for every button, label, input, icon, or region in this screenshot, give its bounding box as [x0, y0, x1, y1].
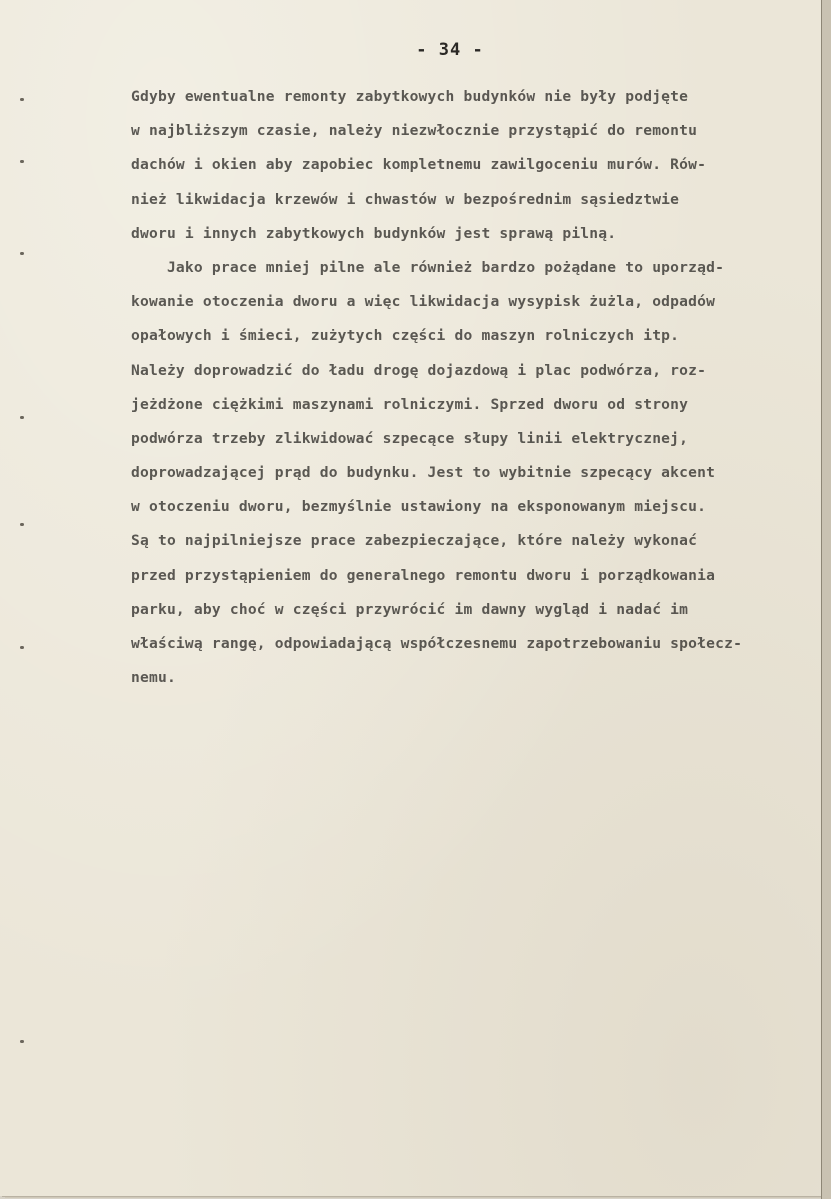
text-line: Jako prace mniej pilne ale również bardzo pożądane to uporząd-	[131, 258, 725, 276]
text-line: nemu.	[131, 669, 176, 687]
margin-mark	[20, 1040, 24, 1043]
page-number: - 34 -	[416, 40, 484, 60]
margin-mark	[20, 416, 24, 419]
text-line: przed przystąpieniem do generalnego remontu dworu i porządkowania	[131, 566, 716, 584]
text-line: w najbliższym czasie, należy niezwłocznie przystąpić do remontu	[131, 122, 698, 140]
page-edge	[821, 0, 831, 1199]
text-line: opałowych i śmieci, zużytych części do maszyn rolniczych itp.	[131, 327, 680, 345]
text-line: Gdyby ewentualne remonty zabytkowych budynków nie były podjęte	[131, 88, 689, 105]
text-line: parku, aby choć w części przywrócić im dawny wygląd i nadać im	[131, 600, 689, 618]
margin-mark	[20, 160, 24, 163]
margin-mark	[20, 252, 24, 255]
text-line: dworu i innych zabytkowych budynków jest sprawą pilną.	[131, 224, 617, 242]
text-line: Są to najpilniejsze prace zabezpieczające, które należy wykonać	[131, 532, 698, 550]
text-line: kowanie otoczenia dworu a więc likwidacja wysypisk żużla, odpadów	[131, 293, 716, 311]
margin-mark	[20, 523, 24, 526]
text-line: jeżdżone ciężkimi maszynami rolniczymi. Sprzed dworu od strony	[131, 395, 689, 413]
text-line: nież likwidacja krzewów i chwastów w bezpośrednim sąsiedztwie	[131, 190, 680, 208]
text-line: w otoczeniu dworu, bezmyślnie ustawiony na eksponowanym miejscu.	[131, 498, 707, 516]
text-line: właściwą rangę, odpowiadającą współczesnemu zapotrzebowaniu społecz-	[131, 635, 743, 652]
text-line: dachów i okien aby zapobiec kompletnemu zawilgoceniu murów. Rów-	[131, 156, 707, 174]
margin-mark	[20, 646, 24, 649]
body-text	[131, 80, 831, 695]
text-line: Należy doprowadzić do ładu drogę dojazdową i plac podwórza, roz-	[131, 361, 707, 379]
text-line: doprowadzającej prąd do budynku. Jest to wybitnie szpecący akcent	[131, 464, 716, 482]
text-line: podwórza trzeby zlikwidować szpecące słupy linii elektrycznej,	[131, 429, 689, 447]
margin-mark	[20, 98, 24, 101]
